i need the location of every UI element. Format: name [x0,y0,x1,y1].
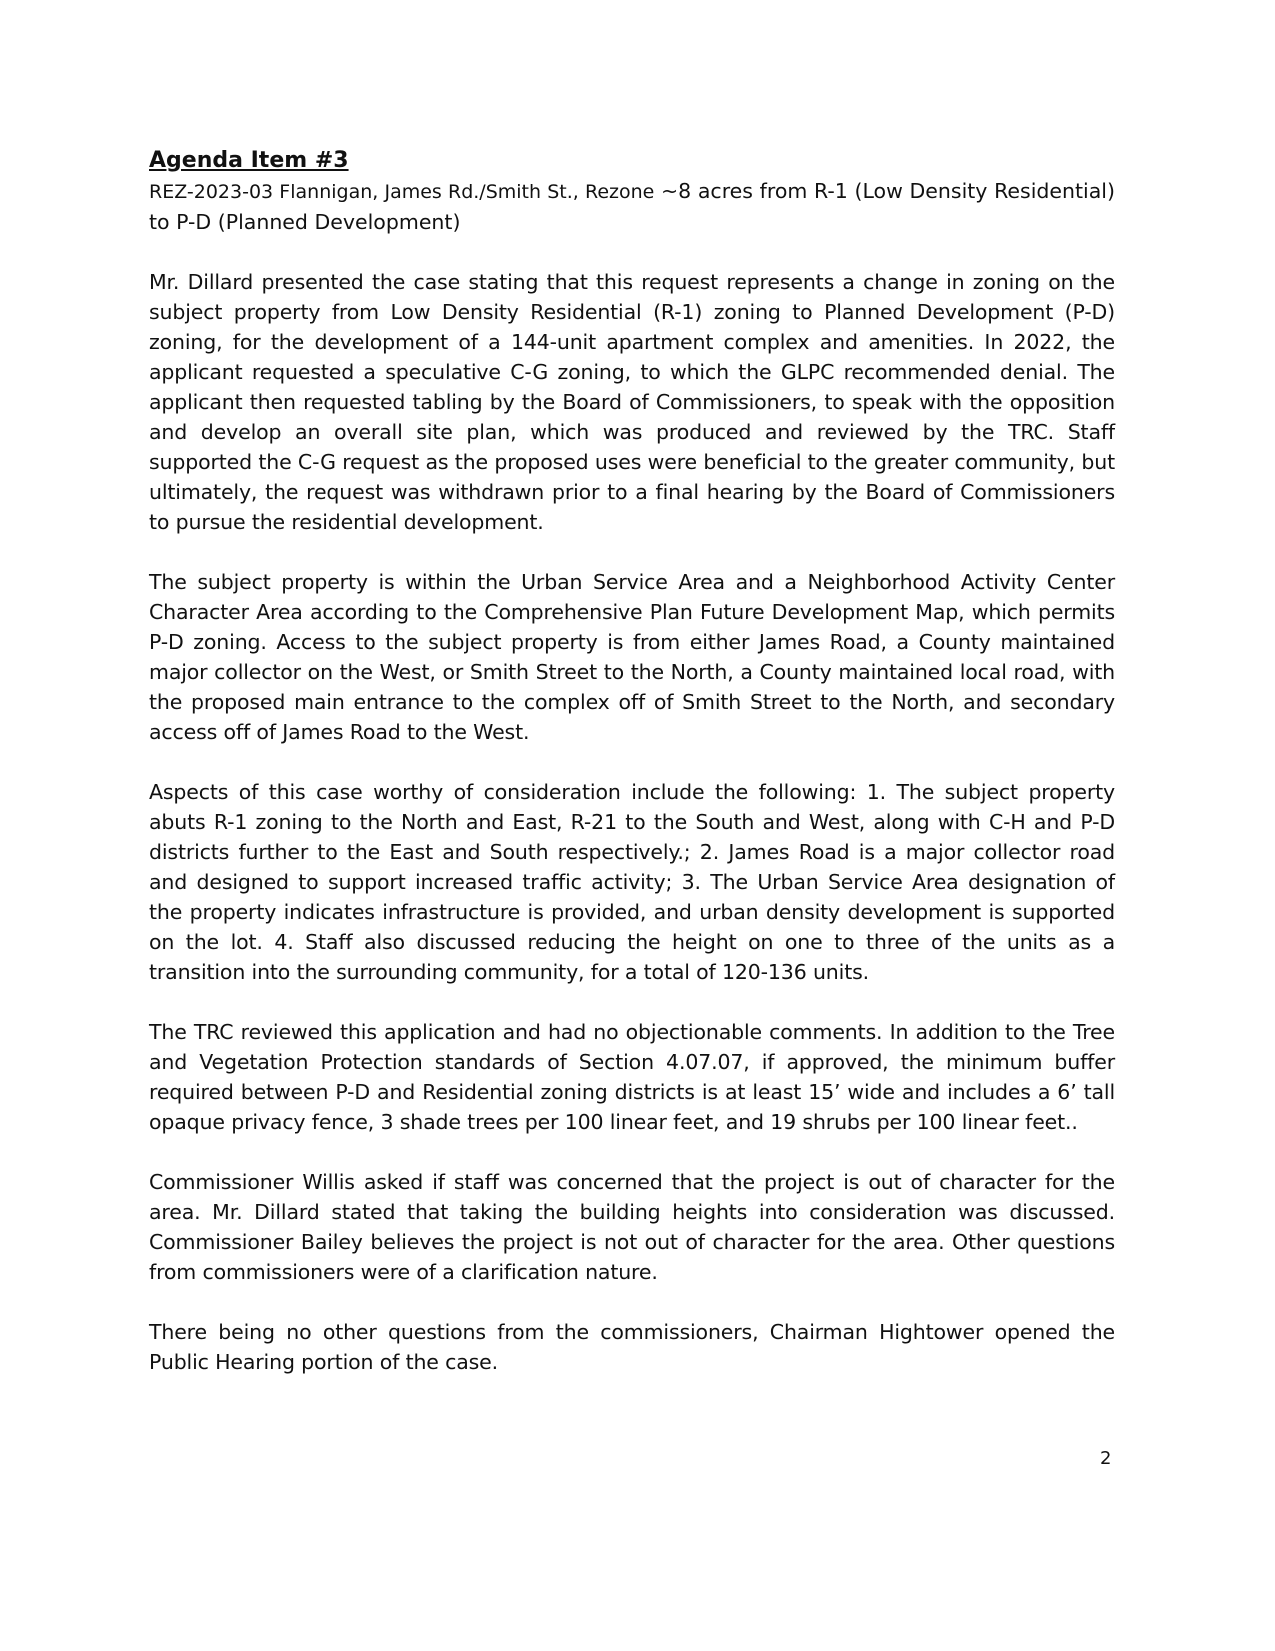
agenda-item-heading: Agenda Item #3 [149,148,349,173]
paragraph-public-hearing: There being no other questions from the commissioners, Chairman Hightower opened the Public Hearing portion of the case. [149,1320,1115,1374]
paragraph-presentation: Mr. Dillard presented the case stating that this request represents a change in zoning on the subject property from Low Density Residential (R-1) zoning to Planned Development (P-D) zoning, for the development of a 144-unit apartment complex and amenities. In 2022, the applicant requested a speculative C-G zoning, to which the GLPC recommended denial. The applicant then requested tabling by the Board of Commissioners, to speak with the opposition and develop an overall site plan, which was produced and reviewed by the TRC. Staff supported the C-G request as the proposed uses were beneficial to the greater community, but ultimately, the request was withdrawn prior to a final hearing by the Board of Commissioners to pursue the residential development. [149,270,1115,534]
paragraph-property-location: The subject property is within the Urban Service Area and a Neighborhood Activity Center Character Area according to the Comprehensive Plan Future Development Map, which permits P-D zoning. Access to the subject property is from either James Road, a County maintained major collector on the West, or Smith Street to the North, a County maintained local road, with the proposed main entrance to the complex off of Smith Street to the North, and secondary access off of James Road to the West. [149,570,1115,744]
paragraph-trc-review: The TRC reviewed this application and had no objectionable comments. In addition to the Tree and Vegetation Protection standards of Section 4.07.07, if approved, the minimum buffer required between P-D and Residential zoning districts is at least 15’ wide and includes a 6’ tall opaque privacy fence, 3 shade trees per 100 linear feet, and 19 shrubs per 100 linear feet.. [149,1020,1115,1134]
case-subtitle [149,176,1115,237]
case-description: ~8 acres from R-1 (Low Density Residential) to P-D (Planned Development) [149,179,1116,234]
paragraph-commissioner-questions: Commissioner Willis asked if staff was concerned that the project is out of character for the area. Mr. Dillard stated that taking the building heights into consideration was discussed. Commissioner Bailey believes the project is not out of character for the area. Other questions from commissioners were of a clarification nature. [149,1170,1115,1284]
case-code: REZ-2023-03 Flannigan, James Rd./Smith St., Rezone [149,181,655,203]
paragraph-considerations: Aspects of this case worthy of consideration include the following: 1. The subject property abuts R-1 zoning to the North and East, R-21 to the South and West, along with C-H and P-D districts further to the East and South respectively.; 2. James Road is a major collector road and designed to support increased traffic activity; 3. The Urban Service Area designation of the property indicates infrastructure is provided, and urban density development is supported on the lot. 4. Staff also discussed reducing the height on one to three of the units as a transition into the surrounding community, for a total of 120-136 units. [149,780,1115,984]
page-number: 2 [1100,1448,1112,1469]
document-page [149,146,1115,1407]
